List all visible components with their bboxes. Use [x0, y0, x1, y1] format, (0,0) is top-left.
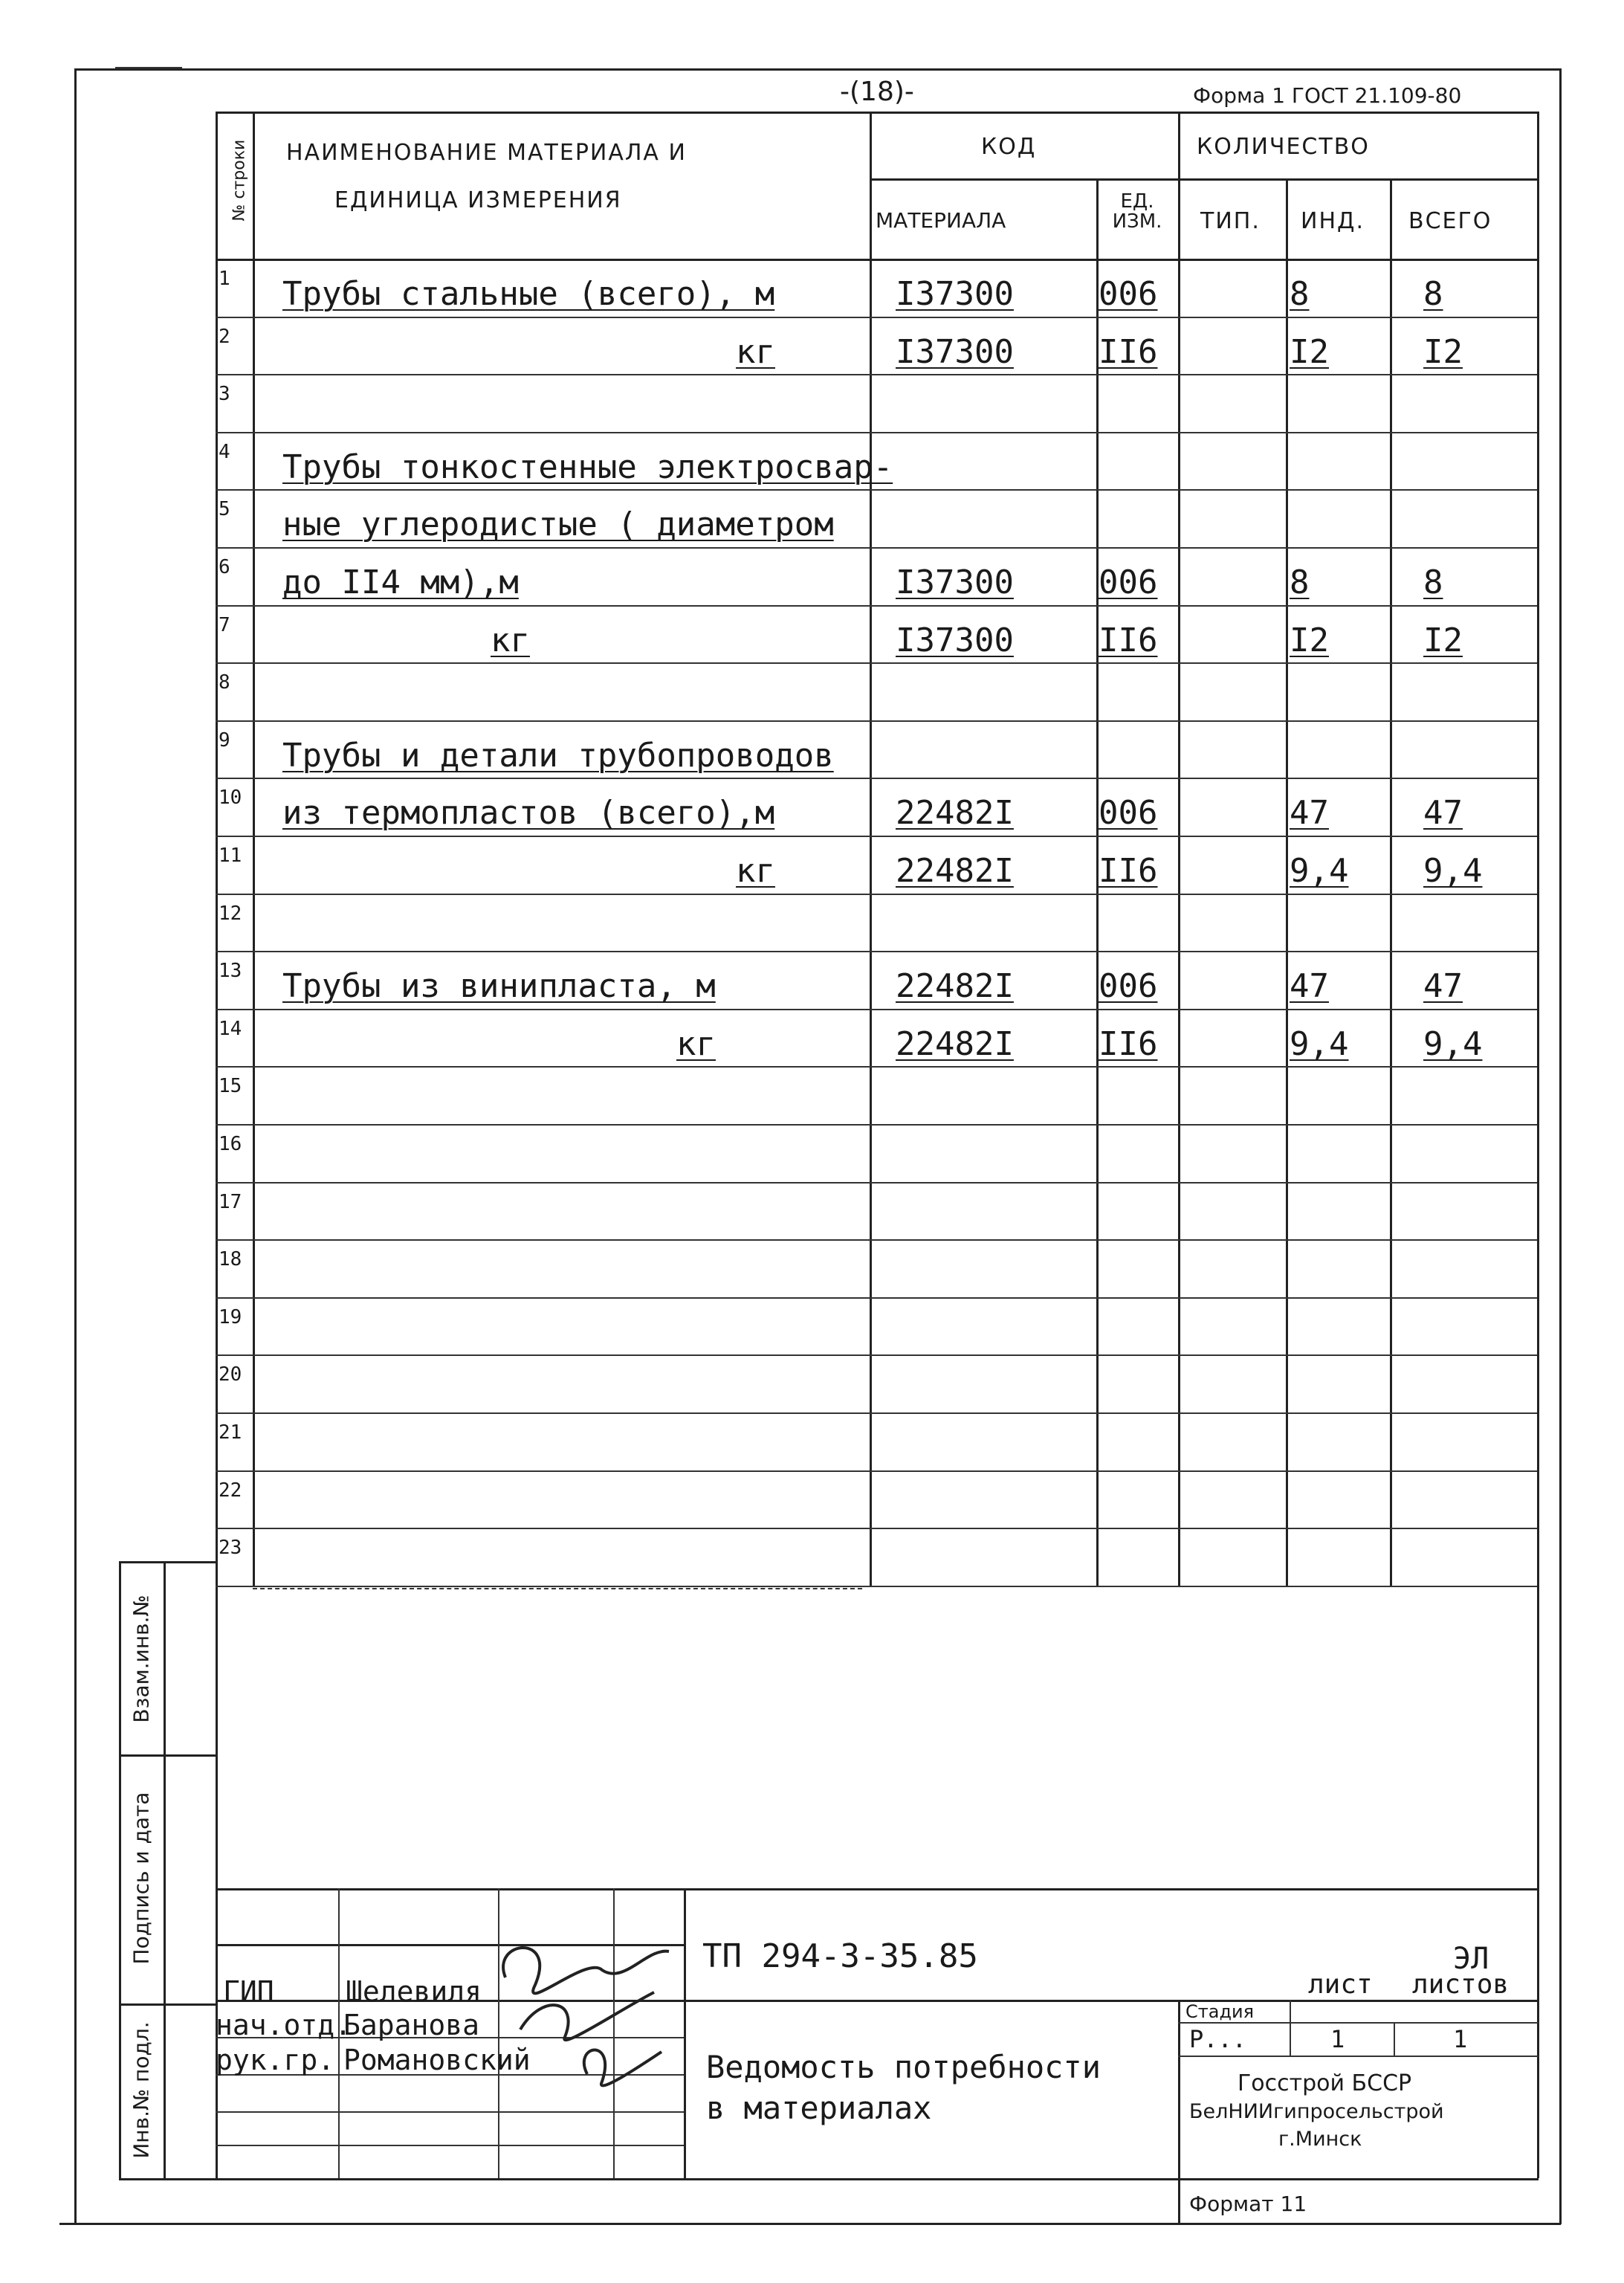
- row-name: из термопластов (всего),м: [282, 794, 775, 832]
- row-material-code: I37300: [896, 564, 1014, 601]
- row-material-code: I37300: [896, 275, 1014, 313]
- row-divider: [216, 432, 1537, 433]
- row-number: 8: [219, 671, 230, 694]
- row-divider: [216, 605, 1537, 607]
- row-name: Трубы стальные (всего), м: [282, 275, 775, 313]
- sheet-mark: -(18)-: [840, 77, 914, 107]
- code-unit-header: ЕД. ИЗМ.: [1112, 190, 1162, 233]
- qty-ind-header: ИНД.: [1301, 208, 1365, 234]
- row-divider: [216, 894, 1537, 895]
- row-divider: [216, 1009, 1537, 1010]
- row-number: 4: [219, 441, 230, 463]
- row-material-code: I37300: [896, 333, 1014, 371]
- row-number: 13: [219, 960, 242, 982]
- row-divider: [216, 317, 1537, 318]
- row-divider: [216, 951, 1537, 952]
- row-divider: [216, 1182, 1537, 1184]
- sign-date-label: Подпись и дата: [129, 1792, 154, 1965]
- org-line1: Госстрой БССР: [1238, 2070, 1412, 2096]
- row-divider: [216, 1066, 1537, 1068]
- row-unit-code: 006: [1099, 275, 1158, 313]
- row-material-code: 22482I: [896, 852, 1014, 890]
- row-qty-ind: I2: [1290, 333, 1329, 371]
- row-qty-total: 8: [1423, 564, 1443, 601]
- sheets-value: 1: [1453, 2025, 1468, 2053]
- person-name-1: Шелевиля: [346, 1975, 482, 2008]
- row-divider: [216, 1586, 1537, 1587]
- row-divider: [216, 1124, 1537, 1126]
- document-title-line2: в материалах: [706, 2090, 932, 2126]
- row-number: 1: [219, 268, 230, 290]
- row-number: 7: [219, 614, 230, 636]
- row-divider: [216, 1239, 1537, 1241]
- inv-original-label: Инв.№ подл.: [129, 2021, 154, 2159]
- row-unit-code: 006: [1099, 564, 1158, 601]
- row-number: 9: [219, 729, 230, 752]
- row-number: 16: [219, 1133, 242, 1155]
- row-divider: [216, 720, 1537, 722]
- row-qty-total: I2: [1423, 621, 1463, 659]
- row-divider: [216, 1470, 1537, 1472]
- row-number: 15: [219, 1075, 242, 1097]
- row-qty-ind: 47: [1290, 794, 1329, 832]
- row-name: кг: [736, 333, 775, 371]
- person-role-2: нач.отд.: [216, 2009, 352, 2041]
- row-name: ные углеродистые ( диаметром: [282, 506, 834, 543]
- qty-total-header: ВСЕГО: [1408, 208, 1492, 234]
- row-unit-code: 006: [1099, 967, 1158, 1005]
- row-name: Трубы тонкостенные электросвар-: [282, 448, 893, 486]
- row-divider: [216, 1528, 1537, 1529]
- row-unit-code: II6: [1099, 333, 1158, 371]
- row-unit-code: II6: [1099, 1025, 1158, 1063]
- row-number: 6: [219, 556, 230, 578]
- row-divider: [216, 374, 1537, 375]
- code-group-header: КОД: [981, 134, 1037, 160]
- row-divider: [216, 836, 1537, 837]
- row-number: 22: [219, 1479, 242, 1502]
- row-number: 5: [219, 498, 230, 520]
- org-line3: г.Минск: [1278, 2128, 1362, 2151]
- row-number: 20: [219, 1363, 242, 1386]
- row-name: Трубы из винипласта, м: [282, 967, 716, 1005]
- document-title-line1: Ведомость потребности: [706, 2049, 1101, 2085]
- row-name: до II4 мм),м: [282, 564, 519, 601]
- format-label: Формат 11: [1189, 2192, 1307, 2216]
- name-header-line2: ЕДИНИЦА ИЗМЕРЕНИЯ: [334, 187, 622, 213]
- name-header-line1: НАИМЕНОВАНИЕ МАТЕРИАЛА И: [286, 140, 687, 166]
- row-qty-ind: 8: [1290, 564, 1310, 601]
- row-number: 2: [219, 326, 230, 348]
- row-qty-ind: 9,4: [1290, 1025, 1349, 1063]
- row-qty-total: 8: [1423, 275, 1443, 313]
- row-number: 21: [219, 1421, 242, 1444]
- person-role-1: ГИП: [223, 1975, 274, 2008]
- row-name: Трубы и детали трубопроводов: [282, 737, 834, 775]
- inv-replaced-label: Взам.инв.№: [129, 1595, 154, 1723]
- stage-label: Стадия: [1185, 2001, 1255, 2022]
- row-divider: [216, 1412, 1537, 1414]
- row-qty-total: 47: [1423, 967, 1463, 1005]
- row-number: 12: [219, 902, 242, 925]
- row-divider: [216, 1297, 1537, 1299]
- row-unit-code: 006: [1099, 794, 1158, 832]
- sheet-label: лист: [1308, 1969, 1373, 2000]
- row-number: 17: [219, 1191, 242, 1213]
- row-number: 23: [219, 1537, 242, 1559]
- row-number: 14: [219, 1018, 242, 1040]
- row-number: 3: [219, 383, 230, 405]
- row-material-code: 22482I: [896, 794, 1014, 832]
- row-qty-total: 9,4: [1423, 1025, 1483, 1063]
- row-qty-total: I2: [1423, 333, 1463, 371]
- row-name: кг: [491, 621, 530, 659]
- row-divider: [216, 1354, 1537, 1356]
- row-number: 10: [219, 787, 242, 809]
- person-name-3: Романовский: [343, 2044, 531, 2076]
- qty-typ-header: ТИП.: [1200, 208, 1261, 234]
- row-number: 19: [219, 1306, 242, 1328]
- qty-group-header: КОЛИЧЕСТВО: [1197, 134, 1370, 160]
- section-code: ЭЛ: [1453, 1942, 1489, 1976]
- document-code: ТП 294-3-35.85: [702, 1937, 978, 1975]
- row-material-code: 22482I: [896, 1025, 1014, 1063]
- row-unit-code: II6: [1099, 621, 1158, 659]
- stage-value: Р...: [1189, 2025, 1247, 2053]
- person-name-2: Баранова: [343, 2009, 480, 2041]
- row-number: 18: [219, 1248, 242, 1270]
- row-qty-total: 9,4: [1423, 852, 1483, 890]
- row-divider: [216, 662, 1537, 664]
- row-name: кг: [676, 1025, 716, 1063]
- row-divider: [216, 489, 1537, 491]
- row-qty-total: 47: [1423, 794, 1463, 832]
- row-qty-ind: 8: [1290, 275, 1310, 313]
- row-number-header: № строки: [230, 139, 249, 222]
- row-qty-ind: 47: [1290, 967, 1329, 1005]
- row-number: 11: [219, 845, 242, 867]
- row-material-code: I37300: [896, 621, 1014, 659]
- row-unit-code: II6: [1099, 852, 1158, 890]
- row-divider: [216, 778, 1537, 779]
- row-qty-ind: 9,4: [1290, 852, 1349, 890]
- person-role-3: рук.гр.: [216, 2044, 335, 2076]
- row-divider: [216, 547, 1537, 549]
- org-line2: БелНИИгипросельстрой: [1189, 2100, 1444, 2123]
- sheets-label: листов: [1412, 1969, 1510, 2000]
- row-material-code: 22482I: [896, 967, 1014, 1005]
- signatures: [476, 1925, 699, 2096]
- form-label: Форма 1 ГОСТ 21.109-80: [1193, 83, 1462, 108]
- row-qty-ind: I2: [1290, 621, 1329, 659]
- row-name: кг: [736, 852, 775, 890]
- code-material-header: МАТЕРИАЛА: [876, 208, 1006, 233]
- sheet-value: 1: [1330, 2025, 1345, 2053]
